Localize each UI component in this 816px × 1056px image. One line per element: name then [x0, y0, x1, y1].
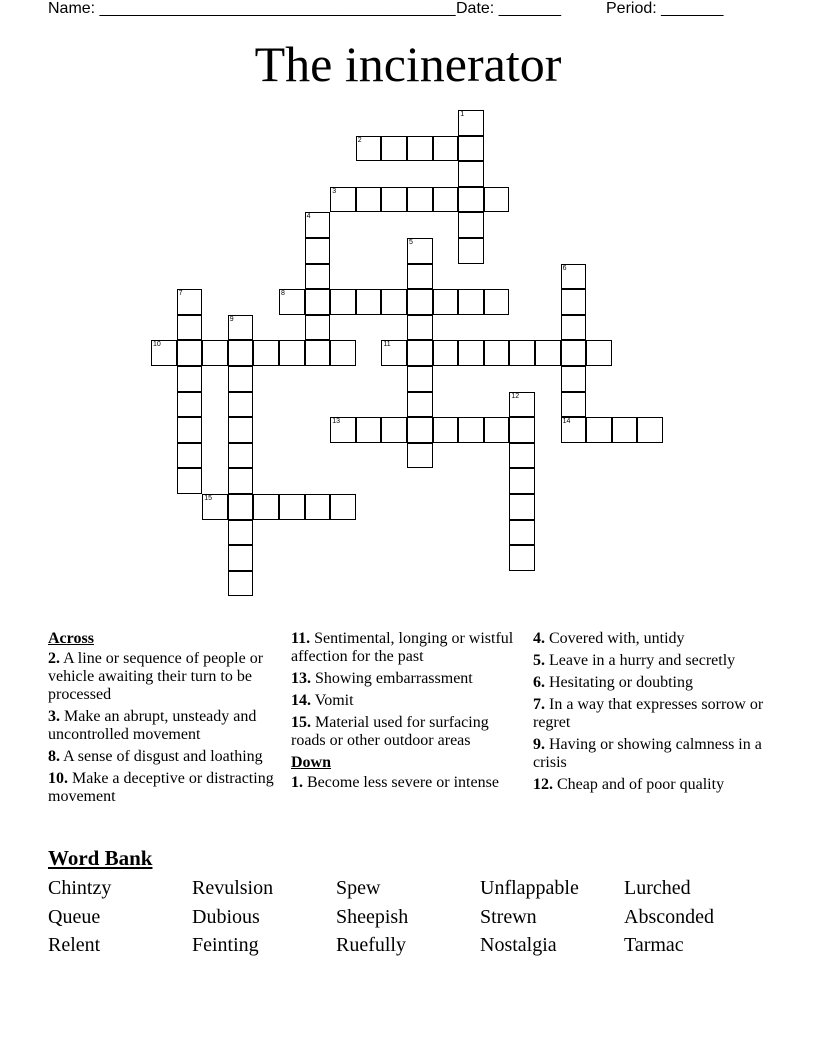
crossword-cell[interactable] [458, 340, 484, 366]
crossword-cell[interactable] [586, 417, 612, 443]
crossword-cell[interactable] [202, 340, 228, 366]
clue-text: Hesitating or doubting [549, 674, 693, 691]
cell-number: 2 [357, 136, 362, 144]
crossword-cell[interactable] [509, 468, 535, 494]
crossword-cell[interactable] [458, 238, 484, 264]
word-bank-word: Unflappable [480, 877, 579, 899]
crossword-cell[interactable] [177, 392, 203, 418]
crossword-cell[interactable] [407, 366, 433, 392]
crossword-cell[interactable] [381, 187, 407, 213]
cell-number: 5 [409, 239, 413, 246]
word-bank-word: Relent [48, 934, 101, 957]
crossword-cell[interactable] [151, 340, 177, 366]
word-bank-word: Queue [48, 905, 101, 928]
word-bank-word: Tarmac [624, 934, 684, 957]
crossword-cell[interactable] [177, 289, 203, 315]
puzzle-title: The incinerator [254, 36, 562, 92]
crossword-cell[interactable] [509, 520, 535, 546]
crossword-cell[interactable] [330, 494, 356, 520]
crossword-cell[interactable] [561, 366, 587, 392]
crossword-cell[interactable] [561, 392, 587, 418]
crossword-cell[interactable] [381, 289, 407, 315]
crossword-cell[interactable] [407, 289, 433, 315]
crossword-cell[interactable] [253, 340, 279, 366]
crossword-cell[interactable] [407, 340, 433, 366]
crossword-cell[interactable] [228, 468, 254, 494]
word-bank-word: Chintzy [48, 877, 112, 899]
crossword-cell[interactable] [381, 136, 407, 162]
period-field[interactable]: Period: _______ [606, 0, 724, 17]
crossword-cell[interactable] [305, 238, 331, 264]
cell-number: 4 [306, 213, 311, 221]
crossword-cell[interactable] [407, 264, 433, 290]
clue-number: 6. [533, 674, 545, 691]
crossword-cell[interactable] [228, 571, 254, 597]
cell-number: 1 [460, 111, 465, 118]
clue-number: 11. [291, 630, 311, 647]
crossword-cell[interactable] [305, 315, 331, 341]
crossword-cell[interactable] [561, 264, 587, 290]
clue-number: 12. [533, 776, 553, 793]
clue-number: 3. [48, 708, 60, 725]
clue-text: Cheap and of poor quality [557, 776, 725, 793]
crossword-cell[interactable] [228, 340, 254, 366]
crossword-cell[interactable] [330, 289, 356, 315]
crossword-cell[interactable] [561, 340, 587, 366]
cell-number: 9 [229, 315, 234, 323]
crossword-cell[interactable] [305, 340, 331, 366]
crossword-cell[interactable] [330, 417, 356, 443]
clue-number: 2. [48, 650, 60, 667]
crossword-cell[interactable] [484, 417, 510, 443]
crossword-cell[interactable] [586, 340, 612, 366]
crossword-cell[interactable] [177, 340, 203, 366]
across-heading: Across [48, 630, 94, 647]
clue-item [291, 692, 515, 710]
crossword-cell[interactable] [458, 136, 484, 162]
cell-number: 14 [562, 418, 571, 426]
crossword-cell[interactable] [381, 417, 407, 443]
crossword-cell[interactable] [433, 136, 459, 162]
crossword-cell[interactable] [509, 545, 535, 571]
crossword-cell[interactable] [509, 417, 535, 443]
crossword-cell[interactable] [458, 110, 484, 136]
crossword-cell[interactable] [612, 417, 638, 443]
crossword-cell[interactable] [305, 289, 331, 315]
crossword-cell[interactable] [407, 392, 433, 418]
clue-item [291, 774, 515, 792]
crossword-cell[interactable] [561, 417, 587, 443]
clue-item [291, 714, 515, 750]
crossword-cell[interactable] [228, 315, 254, 341]
cell-number: 13 [332, 418, 340, 426]
crossword-cell[interactable] [177, 417, 203, 443]
crossword-cell[interactable] [279, 340, 305, 366]
clue-text: Sentimental, longing or wistful affection for the past [291, 630, 514, 665]
crossword-cell[interactable] [228, 545, 254, 571]
cell-number: 8 [281, 290, 285, 298]
clue-number: 14. [291, 692, 311, 709]
clue-item [533, 696, 773, 732]
clue-item [533, 736, 773, 772]
clue-text: Showing embarrassment [315, 670, 473, 687]
word-bank-word: Feinting [192, 934, 259, 957]
crossword-cell[interactable] [407, 187, 433, 213]
crossword-cell[interactable] [177, 443, 203, 469]
crossword-cell[interactable] [356, 187, 382, 213]
clue-text: Become less severe or intense [307, 774, 499, 791]
clue-item [48, 708, 282, 744]
clue-text: Make a deceptive or distracting movement [48, 770, 274, 805]
crossword-cell[interactable] [458, 417, 484, 443]
clue-text: Make an abrupt, unsteady and uncontrolled movement [48, 708, 257, 743]
crossword-cell[interactable] [202, 494, 228, 520]
clue-item [291, 630, 515, 666]
clue-number: 13. [291, 670, 311, 687]
clue-text: Vomit [314, 692, 354, 709]
clue-number: 8. [48, 748, 60, 765]
crossword-cell[interactable] [433, 417, 459, 443]
down-heading: Down [291, 754, 332, 771]
crossword-cell[interactable] [458, 212, 484, 238]
cell-number: 11 [383, 341, 391, 349]
crossword-cell[interactable] [330, 187, 356, 213]
cell-number: 12 [511, 392, 520, 400]
clue-number: 9. [533, 736, 545, 753]
name-field[interactable]: Name: ________________________________________ [48, 0, 456, 17]
crossword-cell[interactable] [535, 340, 561, 366]
crossword-cell[interactable] [330, 340, 356, 366]
crossword-cell[interactable] [561, 289, 587, 315]
crossword-cell[interactable] [177, 366, 203, 392]
clue-number: 15. [291, 714, 311, 731]
crossword-cell[interactable] [484, 187, 510, 213]
crossword-cell[interactable] [228, 443, 254, 469]
crossword-cell[interactable] [433, 187, 459, 213]
crossword-cell[interactable] [253, 494, 279, 520]
crossword-cell[interactable] [228, 494, 254, 520]
crossword-cell[interactable] [561, 315, 587, 341]
clue-item [48, 650, 282, 704]
crossword-cell[interactable] [458, 187, 484, 213]
word-bank-title: Word Bank [48, 846, 153, 870]
crossword-cell[interactable] [228, 417, 254, 443]
clue-item [533, 776, 773, 794]
clue-item [533, 652, 773, 670]
clue-text: Material used for surfacing roads or other outdoor areas [291, 714, 489, 749]
crossword-cell[interactable] [279, 494, 305, 520]
crossword-cell[interactable] [305, 494, 331, 520]
crossword-cell[interactable] [356, 417, 382, 443]
crossword-cell[interactable] [407, 136, 433, 162]
word-bank-word: Dubious [192, 905, 260, 928]
crossword-cell[interactable] [509, 340, 535, 366]
word-bank-word: Revulsion [192, 877, 274, 899]
clue-text: A line or sequence of people or vehicle awaiting their turn to be processed [48, 650, 264, 703]
crossword-cell[interactable] [433, 289, 459, 315]
cell-number: 7 [178, 290, 183, 298]
crossword-cell[interactable] [279, 289, 305, 315]
clue-item [533, 674, 773, 692]
clue-item [48, 748, 282, 766]
clue-text: Leave in a hurry and secretly [549, 652, 736, 669]
crossword-cell[interactable] [407, 443, 433, 469]
word-bank-word: Spew [336, 877, 381, 899]
crossword-cell[interactable] [509, 443, 535, 469]
clue-text: A sense of disgust and loathing [63, 748, 263, 765]
word-bank-word: Nostalgia [480, 934, 557, 957]
clue-number: 4. [533, 630, 545, 647]
cell-number: 10 [153, 341, 161, 349]
clue-text: In a way that expresses sorrow or regret [533, 696, 764, 731]
clues-column-3 [533, 630, 773, 798]
word-bank [48, 874, 768, 960]
cell-number: 15 [204, 495, 212, 502]
cell-number: 3 [332, 187, 337, 195]
cell-number: 6 [562, 264, 567, 272]
crossword-cell[interactable] [305, 264, 331, 290]
crossword-cell[interactable] [356, 289, 382, 315]
clue-text: Covered with, untidy [549, 630, 685, 647]
crossword-cell[interactable] [228, 392, 254, 418]
crossword-cell[interactable] [381, 340, 407, 366]
date-field[interactable]: Date: _______ [456, 0, 561, 17]
word-bank-word: Absconded [624, 905, 714, 928]
clue-number: 10. [48, 770, 68, 787]
clues-column-2 [291, 630, 515, 796]
crossword-cell[interactable] [228, 520, 254, 546]
crossword-cell[interactable] [509, 494, 535, 520]
crossword-cell[interactable] [177, 315, 203, 341]
word-bank-word: Strewn [480, 905, 537, 928]
crossword-cell[interactable] [484, 340, 510, 366]
crossword-cell[interactable] [458, 161, 484, 187]
crossword-cell[interactable] [407, 417, 433, 443]
clue-number: 5. [533, 652, 545, 669]
crossword-cell[interactable] [458, 289, 484, 315]
crossword-cell[interactable] [407, 315, 433, 341]
crossword-cell[interactable] [484, 289, 510, 315]
clue-text: Having or showing calmness in a crisis [533, 736, 762, 771]
clues-column-1 [48, 630, 282, 810]
clue-number: 1. [291, 774, 303, 791]
crossword-cell[interactable] [305, 212, 331, 238]
crossword-cell[interactable] [407, 238, 433, 264]
clue-item [48, 770, 282, 806]
word-bank-word: Lurched [624, 877, 691, 899]
crossword-cell[interactable] [509, 392, 535, 418]
clue-item [533, 630, 773, 648]
crossword-cell[interactable] [356, 136, 382, 162]
clue-number: 7. [533, 696, 545, 713]
clue-item [291, 670, 515, 688]
word-bank-word: Sheepish [336, 905, 409, 928]
crossword-cell[interactable] [433, 340, 459, 366]
crossword-cell[interactable] [177, 468, 203, 494]
word-bank-word: Ruefully [336, 934, 406, 957]
crossword-cell[interactable] [637, 417, 663, 443]
crossword-cell[interactable] [228, 366, 254, 392]
